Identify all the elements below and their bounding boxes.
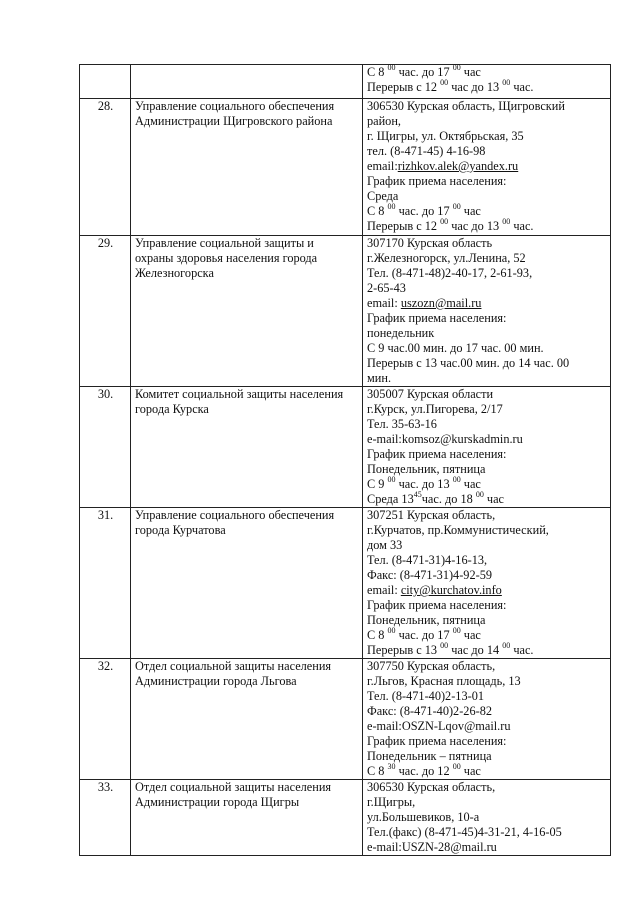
organization-name-line: Железногорска [135,266,214,280]
contact-info-line [367,311,607,326]
text-segment: час [460,65,481,79]
contact-info-line [367,236,607,251]
text-segment: час. до 17 [395,65,453,79]
text-segment: район, [367,114,401,128]
text-segment: Тел.(факс) (8-471-45)4-31-21, 4-16-05 [367,825,562,839]
text-segment: Среда 13 [367,492,414,506]
contact-info-line [367,613,607,628]
organization-name-line: Комитет социальной защиты населения [135,387,344,401]
contact-info-line [367,387,607,402]
contact-info-line [367,341,607,356]
superscript-minutes: 00 [452,475,461,484]
contact-info-line [367,296,607,311]
contact-info [363,236,611,387]
superscript-minutes: 00 [440,78,449,87]
table-row [80,99,611,236]
text-segment: час. до 17 [395,628,453,642]
organization-name-line: города Курчатова [135,523,226,537]
table-row [80,387,611,508]
text-segment: Тел. (8-471-40)2-13-01 [367,689,484,703]
text-segment: мин. [367,371,392,385]
contact-info-line [367,281,607,296]
contact-info-line [367,508,607,523]
text-segment: График приема населения: [367,447,507,461]
text-segment: г.Льгов, Красная площадь, 13 [367,674,521,688]
text-segment: e-mail:USZN-28@mail.ru [367,840,497,854]
text-segment: С 8 [367,628,388,642]
text-segment: Факс: (8-471-31)4-92-59 [367,568,492,582]
contact-info-line [367,432,607,447]
superscript-minutes: 00 [387,475,396,484]
contact-info-line [367,628,607,643]
text-segment: С 8 [367,204,388,218]
text-segment: час до 14 [448,643,503,657]
organization-name-line: Отдел социальной защиты населения [135,659,332,673]
text-segment: г. Щигры, ул. Октябрьская, 35 [367,129,524,143]
text-segment: 305007 Курская области [367,387,494,401]
text-segment: Тел. (8-471-31)4-16-13, [367,553,488,567]
organization-name [131,508,363,659]
organization-name [131,659,363,780]
contact-info-line [367,204,607,219]
row-number: 31. [80,508,131,659]
text-segment: час. [510,643,534,657]
contact-info-line [367,643,607,658]
contact-info-line [367,462,607,477]
text-segment: Тел. 35-63-16 [367,417,437,431]
contact-info-line [367,780,607,795]
text-segment: С 9 [367,477,388,491]
text-segment: email: [367,159,398,173]
contact-info-line [367,659,607,674]
contact-info-line [367,810,607,825]
text-segment: Перерыв с 13 час.00 мин. до 14 час. 00 [367,356,570,370]
contact-info-line [367,371,607,386]
contact-info-line [367,266,607,281]
superscript-minutes: 00 [387,63,396,72]
text-segment: дом 33 [367,538,403,552]
text-segment: час до 13 [448,80,503,94]
text-segment: Факс: (8-471-40)2-26-82 [367,704,492,718]
contact-info-line [367,719,607,734]
superscript-minutes: 00 [502,78,511,87]
text-segment: час [460,204,481,218]
organization-name [131,65,363,99]
organization-name-line: Управление социального обеспечения [135,99,335,113]
text-segment: Перерыв с 13 [367,643,441,657]
superscript-minutes: 00 [452,626,461,635]
contact-info-line [367,65,607,80]
text-segment: час [460,628,481,642]
text-segment: 307251 Курская область, [367,508,496,522]
superscript-minutes: 00 [502,641,511,650]
contact-info [363,99,611,236]
text-segment: час. [510,219,534,233]
organization-name-line: Администрации Щигровского района [135,114,333,128]
text-segment: час [460,477,481,491]
text-segment: График приема населения: [367,734,507,748]
contact-info-line [367,129,607,144]
row-number: 32. [80,659,131,780]
text-segment: понедельник [367,326,435,340]
text-segment: График приема населения: [367,598,507,612]
contact-info-line [367,417,607,432]
row-number [80,65,131,99]
contact-info-line [367,840,607,855]
email-link[interactable]: uszozn@mail.ru [400,296,482,310]
contact-info-line [367,825,607,840]
contact-info-line [367,749,607,764]
text-segment: С 8 [367,65,388,79]
text-segment: Тел. (8-471-48)2-40-17, 2-61-93, [367,266,533,280]
contact-info-line [367,764,607,779]
organization-name-line: города Курска [135,402,209,416]
contact-info-line [367,114,607,129]
row-number: 29. [80,236,131,387]
contact-info-line [367,144,607,159]
organization-name-line: Отдел социальной защиты населения [135,780,332,794]
email-link[interactable]: rizhkov.alek@yandex.ru [397,159,519,173]
contact-info-line [367,159,607,174]
contact-info-line [367,189,607,204]
contact-info-line [367,447,607,462]
superscript-minutes: 00 [502,217,511,226]
text-segment: час. до 13 [395,477,453,491]
contact-info-line [367,99,607,114]
text-segment: час [460,764,481,778]
organization-name [131,236,363,387]
text-segment: Перерыв с 12 [367,219,441,233]
contact-info [363,508,611,659]
row-number: 28. [80,99,131,236]
superscript-minutes: 00 [475,490,484,499]
text-segment: час. до 12 [395,764,453,778]
text-segment: email: [367,296,401,310]
superscript-minutes: 00 [387,626,396,635]
text-segment: час. [510,80,534,94]
organization-name-line: Администрации города Щигры [135,795,300,809]
table-row [80,508,611,659]
text-segment: г.Щигры, [367,795,416,809]
text-segment: e-mail:komsoz@kurskadmin.ru [367,432,523,446]
contact-info-line [367,174,607,189]
text-segment: 307170 Курская область [367,236,493,250]
email-link[interactable]: city@kurchatov.info [400,583,502,597]
table-row [80,65,611,99]
contact-info-line [367,568,607,583]
superscript-minutes: 00 [452,202,461,211]
contact-info-line [367,553,607,568]
text-segment: С 9 час.00 мин. до 17 час. 00 мин. [367,341,544,355]
text-segment: Понедельник, пятница [367,613,486,627]
contact-info-line [367,598,607,613]
contact-info-line [367,795,607,810]
text-segment: Перерыв с 12 [367,80,441,94]
organization-name [131,780,363,856]
superscript-minutes: 00 [440,217,449,226]
text-segment: Среда [367,189,399,203]
text-segment: час. до 18 [421,492,476,506]
table-row [80,780,611,856]
contact-info-line [367,492,607,507]
contact-info-line [367,734,607,749]
table-body [80,65,611,856]
text-segment: График приема населения: [367,174,507,188]
table-row [80,236,611,387]
superscript-minutes: 00 [387,202,396,211]
organization-name-line: Управление социальной защиты и [135,236,314,250]
superscript-minutes: 45 [413,490,422,499]
text-segment: Понедельник, пятница [367,462,486,476]
text-segment: г.Курчатов, пр.Коммунистический, [367,523,549,537]
row-number: 30. [80,387,131,508]
contact-info-line [367,674,607,689]
superscript-minutes: 00 [452,63,461,72]
contact-info [363,659,611,780]
organization-name-line: охраны здоровья населения города [135,251,318,265]
organization-name-line: Администрации города Льгова [135,674,297,688]
organization-name-line: Управление социального обеспечения [135,508,335,522]
contact-info-line [367,402,607,417]
row-number: 33. [80,780,131,856]
contact-info-line [367,219,607,234]
text-segment: 2-65-43 [367,281,406,295]
text-segment: e-mail:OSZN-Lqov@mail.ru [367,719,511,733]
text-segment: час [483,492,505,506]
superscript-minutes: 00 [452,762,461,771]
superscript-minutes: 00 [440,641,449,650]
contact-info-line [367,704,607,719]
text-segment: ул.Большевиков, 10-а [367,810,480,824]
superscript-minutes: 30 [387,762,396,771]
text-segment: 306530 Курская область, Щигровский [367,99,565,113]
text-segment: Понедельник – пятница [367,749,492,763]
contact-info-line [367,80,607,95]
organization-name [131,99,363,236]
contact-info [363,387,611,508]
text-segment: email: [367,583,401,597]
contact-info-line [367,326,607,341]
organization-name [131,387,363,508]
text-segment: График приема населения: [367,311,507,325]
contact-info-line [367,538,607,553]
organizations-table [79,64,611,856]
text-segment: 306530 Курская область, [367,780,496,794]
text-segment: 307750 Курская область, [367,659,496,673]
text-segment: тел. (8-471-45) 4-16-98 [367,144,486,158]
contact-info [363,780,611,856]
text-segment: час до 13 [448,219,503,233]
contact-info-line [367,523,607,538]
contact-info-line [367,477,607,492]
text-segment: С 8 [367,764,388,778]
text-segment: г.Курск, ул.Пигорева, 2/17 [367,402,503,416]
text-segment: г.Железногорск, ул.Ленина, 52 [367,251,526,265]
contact-info [363,65,611,99]
table-row [80,659,611,780]
text-segment: час. до 17 [395,204,453,218]
contact-info-line [367,583,607,598]
contact-info-line [367,251,607,266]
contact-info-line [367,689,607,704]
contact-info-line [367,356,607,371]
